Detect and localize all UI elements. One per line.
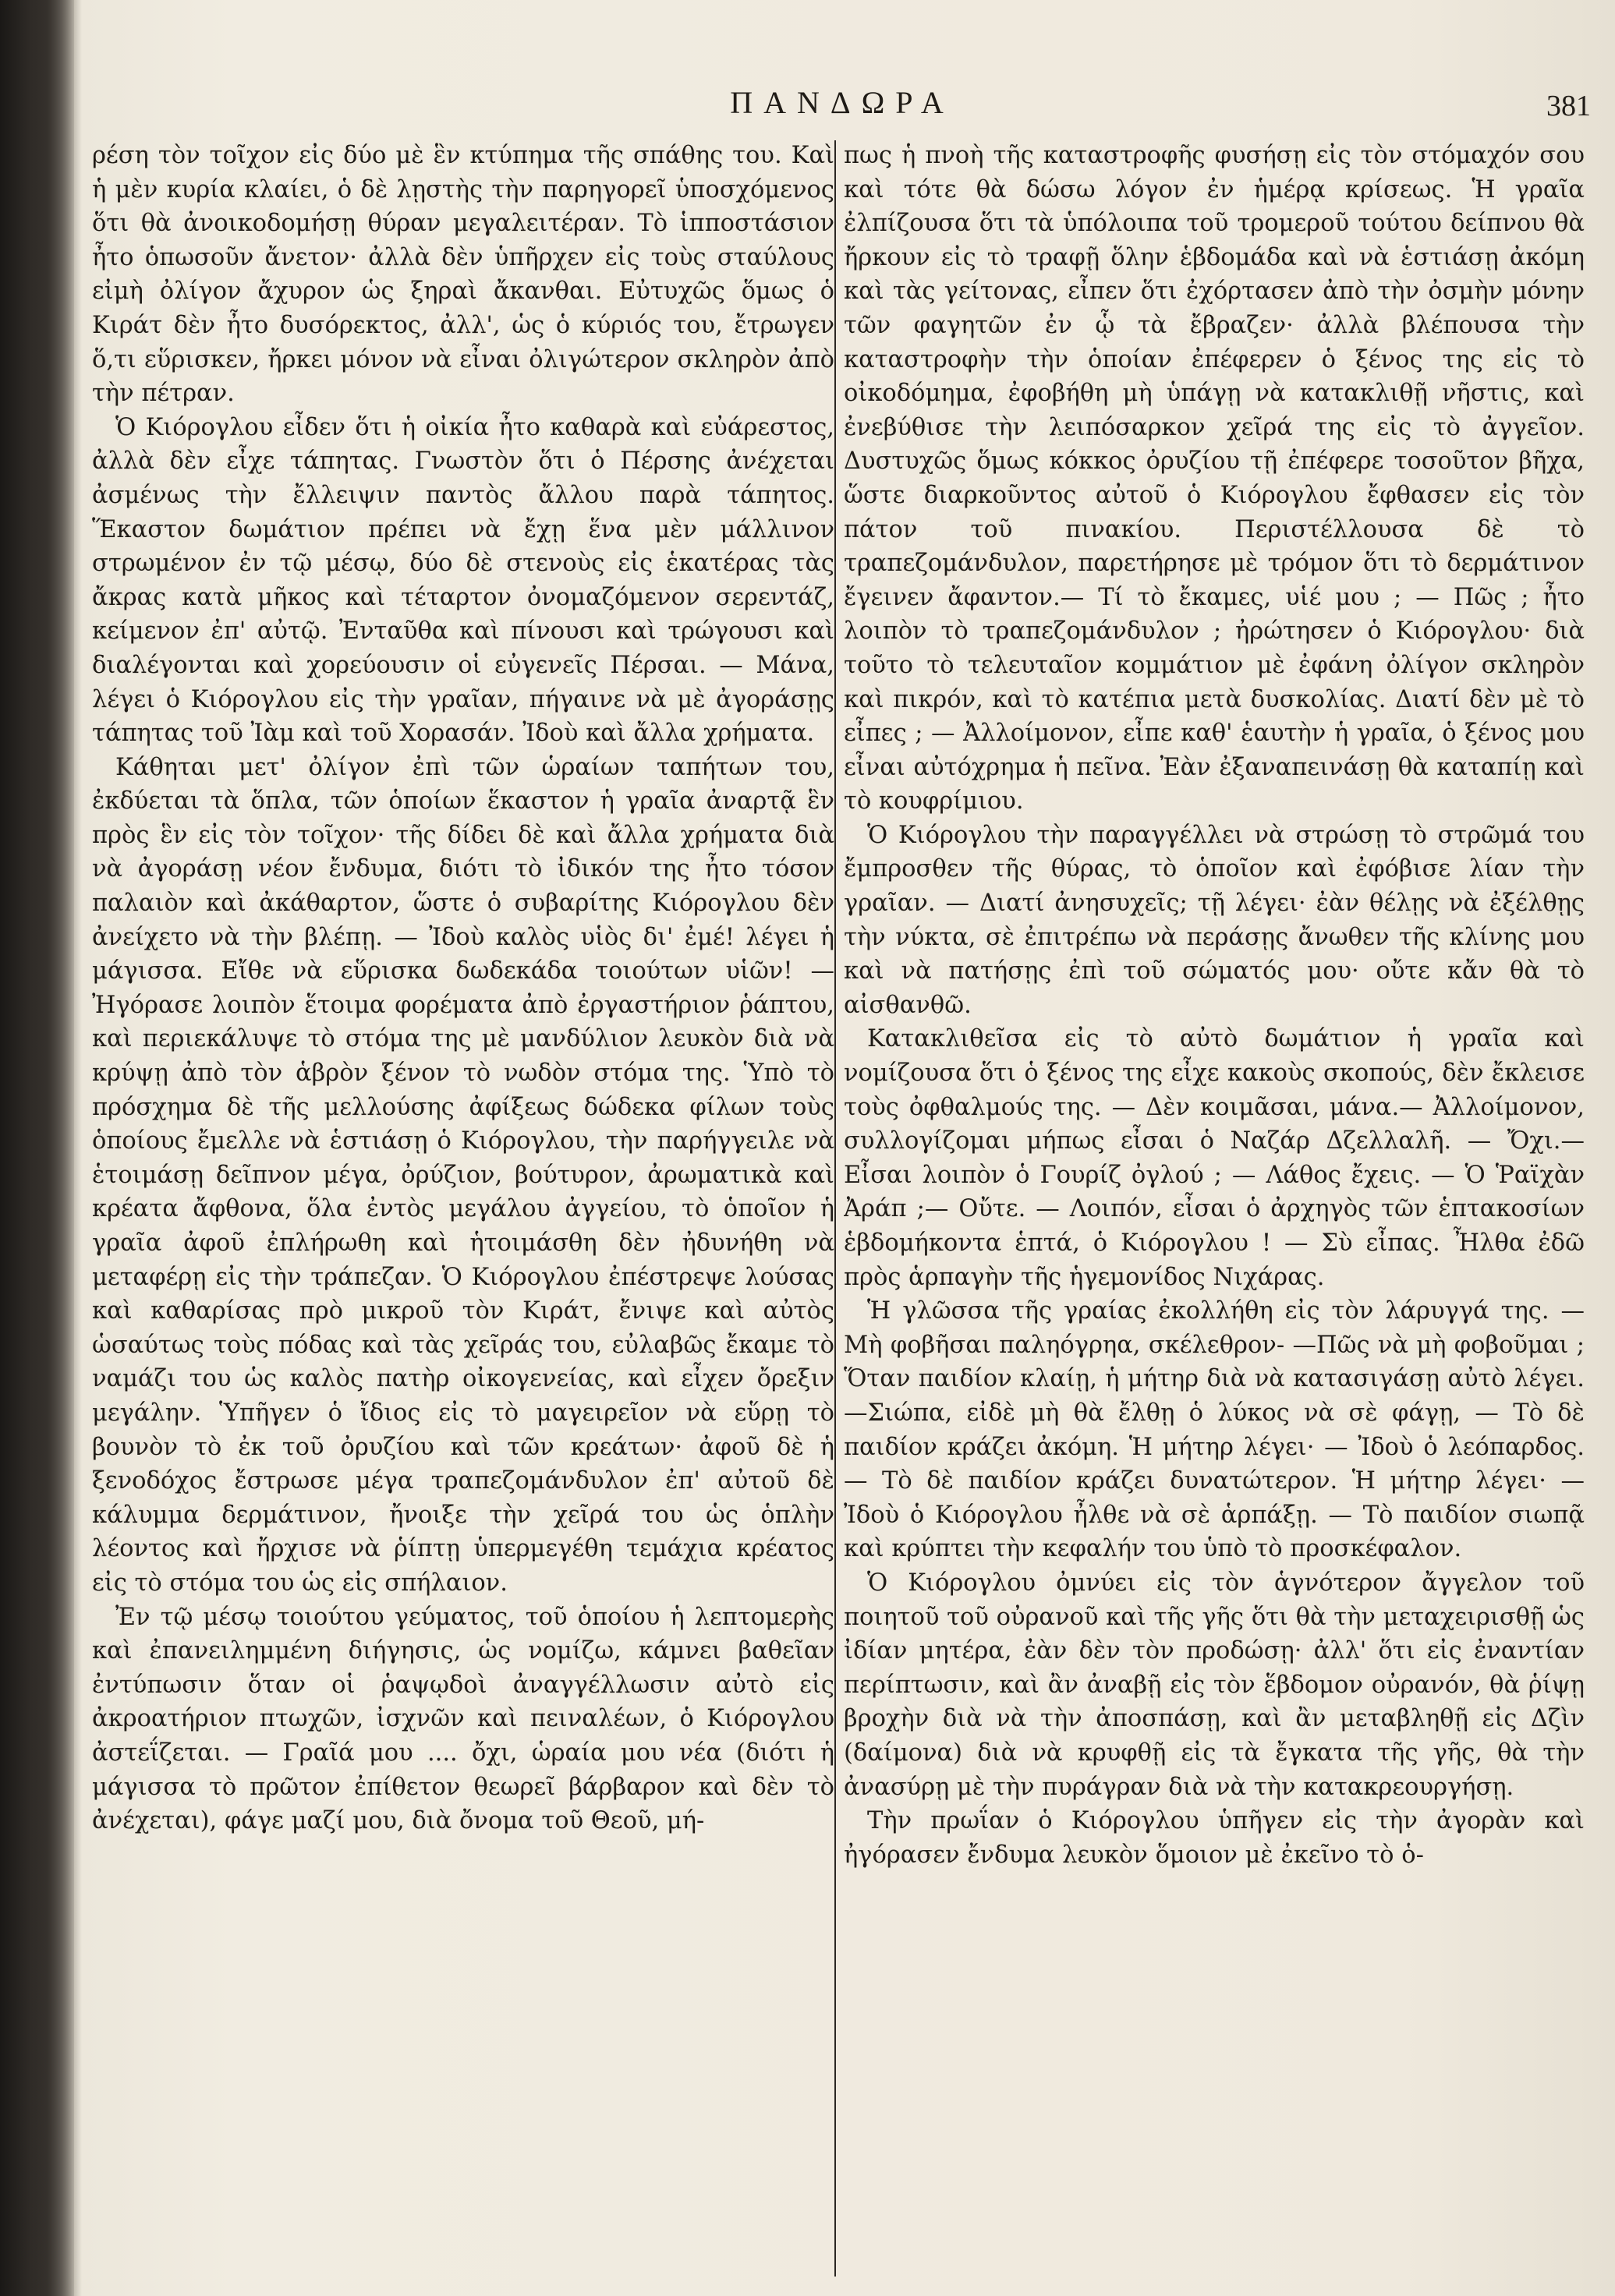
page-number: 381 (1546, 90, 1591, 122)
paragraph: Ὁ Κιόρογλου τὴν παραγγέλλει νὰ στρώσῃ τὸ στρῶμά του ἔμπροσθεν τῆς θύρας, τὸ ὁποῖον καὶ ἐφόβισε λίαν τὴν γραῖαν. — Διατί ἀνησυχεῖς; τῇ λέγει· ἐὰν θέλῃς νὰ ἐξέλθῃς τὴν νύκτα, σὲ ἐπιτρέπω νὰ περάσῃς ἄνωθεν τῆς κλίνης μου καὶ νὰ πατήσῃς ἐπὶ τοῦ σώματός μου· οὔτε κἄν θὰ τὸ αἰσθανθῶ. (844, 821, 1585, 1019)
paragraph: ρέση τὸν τοῖχον εἰς δύο μὲ ἓν κτύπημα τῆς σπάθης του. Καὶ ἡ μὲν κυρία κλαίει, ὁ δὲ λῃστὴς τὴν παρηγορεῖ ὑποσχόμενος ὅτι θὰ ἀνοικοδομήσῃ θύραν μεγαλειτέραν. Τὸ ἱπποστάσιον ἦτο ὁπωσοῦν ἄνετον· ἀλλὰ δὲν ὑπῆρχεν εἰς τοὺς σταύλους εἰμὴ ὀλίγον ἄχυρον ὡς ξηραὶ ἄκανθαι. Εὐτυχῶς ὅμως ὁ Κιράτ δὲν ἦτο δυσόρεκτος, ἀλλ', ὡς ὁ κύριός του, ἔτρωγεν ὅ,τι εὕρισκεν, ἤρκει μόνον νὰ εἶναι ὀλιγώτερον σκληρὸν ἀπὸ τὴν πέτραν. (92, 142, 834, 408)
paragraph: Ἡ γλῶσσα τῆς γραίας ἐκολλήθη εἰς τὸν λάρυγγά της. — Μὴ φοβῆσαι παληόγρηα, σκέλεθρον- —Πῶς νὰ μὴ φοβοῦμαι ; Ὅταν παιδίον κλαίῃ, ἡ μήτηρ διὰ νὰ κατασιγάσῃ αὐτὸ λέγει.—Σιώπα, εἰδὲ μὴ θὰ ἔλθῃ ὁ λύκος νὰ σὲ φάγῃ, — Τὸ δὲ παιδίον κράζει ἀκόμη. Ἡ μήτηρ λέγει· — Ἰδοὺ ὁ λεόπαρδος. — Τὸ δὲ παιδίον κράζει δυνατώτερον. Ἡ μήτηρ λέγει· — Ἰδοὺ ὁ Κιόρογλου ἦλθε νὰ σὲ ἁρπάξῃ. — Τὸ παιδίον σιωπᾷ καὶ κρύπτει τὴν κεφαλήν του ὑπὸ τὸ προσκέφαλον. (844, 1297, 1585, 1563)
paragraph: Κατακλιθεῖσα εἰς τὸ αὐτὸ δωμάτιον ἡ γραῖα καὶ νομίζουσα ὅτι ὁ ξένος της εἶχε κακοὺς σκοπούς, δὲν ἔκλεισε τοὺς ὀφθαλμούς της. — Δὲν κοιμᾶσαι, μάνα.— Ἀλλοίμονον, συλλογίζομαι μήπως εἶσαι ὁ Ναζάρ Δζελλαλῆ. — Ὄχι.—Εἶσαι λοιπὸν ὁ Γουρίζ ὀγλού ; — Λάθος ἔχεις. — Ὁ Ῥαϊχὰν Ἀράπ ;— Οὔτε. — Λοιπόν, εἶσαι ὁ ἀρχηγὸς τῶν ἑπτακοσίων ἑβδομήκοντα ἑπτά, ὁ Κιόρογλου ! — Σὺ εἶπας. Ἦλθα ἐδῶ πρὸς ἁρπαγὴν τῆς ἡγεμονίδος Νιχάρας. (844, 1025, 1585, 1291)
right-column (844, 139, 1585, 2275)
binding-gutter (0, 0, 74, 2296)
paragraph: Ὁ Κιόρογλου εἶδεν ὅτι ἡ οἰκία ἦτο καθαρὰ καὶ εὐάρεστος, ἀλλὰ δὲν εἶχε τάπητας. Γνωστὸν ὅτι ὁ Πέρσης ἀνέχεται ἀσμένως τὴν ἔλλειψιν παντὸς ἄλλου παρὰ τάπητος. Ἕκαστον δωμάτιον πρέπει νὰ ἔχῃ ἕνα μὲν μάλλινον στρωμένον ἐν τῷ μέσῳ, δύο δὲ στενοὺς εἰς ἑκατέρας τὰς ἄκρας κατὰ μῆκος καὶ τέταρτον ὀνομαζόμενον σερεντάζ, κείμενον ἐπ' αὐτῷ. Ἐνταῦθα καὶ πίνουσι καὶ τρώγουσι καὶ διαλέγονται καὶ χορεύουσιν οἱ εὐγενεῖς Πέρσαι. — Μάνα, λέγει ὁ Κιόρογλου εἰς τὴν γραῖαν, πήγαινε νὰ μὲ ἀγοράσῃς τάπητας τοῦ Ἰὰμ καὶ τοῦ Χορασάν. Ἰδοὺ καὶ ἄλλα χρήματα. (92, 413, 834, 748)
running-head (94, 78, 1591, 125)
paragraph: Κάθηται μετ' ὀλίγον ἐπὶ τῶν ὡραίων ταπήτων του, ἐκδύεται τὰ ὅπλα, τῶν ὁποίων ἕκαστον ἡ γραῖα ἀναρτᾷ ἓν πρὸς ἓν εἰς τὸν τοῖχον· τῆς δίδει δὲ καὶ ἄλλα χρήματα διὰ νὰ ἀγοράσῃ νέον ἔνδυμα, διότι τὸ ἰδικόν της ἦτο τόσον παλαιὸν καὶ ἀκάθαρτον, ὥστε ὁ συβαρίτης Κιόρογλου δὲν ἀνείχετο νὰ τὴν βλέπῃ. — Ἰδοὺ καλὸς υἱὸς δι' ἐμέ! λέγει ἡ μάγισσα. Εἴθε νὰ εὕρισκα δωδεκάδα τοιούτων υἱῶν! — Ἠγόρασε λοιπὸν ἕτοιμα φορέματα ἀπὸ ἐργαστήριον ῥάπτου, καὶ περιεκάλυψε τὸ στόμα της μὲ μανδύλιον λευκὸν διὰ νὰ κρύψῃ ἀπὸ τὸν ἁβρὸν ξένον τὸ νωδὸν στόμα της. Ὑπὸ τὸ πρόσχημα δὲ τῆς μελλούσης ἀφίξεως δώδεκα φίλων τοὺς ὁποίους ἔμελλε νὰ ἑστιάσῃ ὁ Κιόρογλου, τὴν παρήγγειλε νὰ ἑτοιμάσῃ δεῖπνον μέγα, ὀρύζιον, βούτυρον, ἀρωματικὰ καὶ κρέατα ἄφθονα, ὅλα ἐντὸς μεγάλου ἀγγείου, τὸ ὁποῖον ἡ γραῖα ἀφοῦ ἐπλήρωθη καὶ ἡτοιμάσθη δὲν ἠδυνήθη νὰ μεταφέρῃ εἰς τὴν τράπεζαν. Ὁ Κιόρογλου ἐπέστρεψε λούσας καὶ καθαρίσας πρὸ μικροῦ τὸν Κιράτ, ἔνιψε καὶ αὐτὸς ὡσαύτως τοὺς πόδας καὶ τὰς χεῖράς του, εὐλαβῶς ἔκαμε τὸ ναμάζι του ὡς καλὸς πατὴρ οἰκογενείας, καὶ εἶχεν ὄρεξιν μεγάλην. Ὑπῆγεν ὁ ἴδιος εἰς τὸ μαγειρεῖον νὰ εὕρῃ τὸ βουνὸν τὸ ἐκ τοῦ ὀρυζίου καὶ τῶν κρεάτων· ἀφοῦ δὲ ἡ ξενοδόχος ἔστρωσε μέγα τραπεζομάνδυλον ἐπ' αὐτοῦ δὲ κάλυμμα δερμάτινον, ἤνοιξε τὴν χεῖρά του ὡς ὁπλὴν λέοντος καὶ ἤρχισε νὰ ῥίπτῃ ὑπερμεγέθη τεμάχια κρέατος εἰς τὸ στόμα του ὡς εἰς σπήλαιον. (92, 753, 834, 1597)
paragraph: Ἐν τῷ μέσῳ τοιούτου γεύματος, τοῦ ὁποίου ἡ λεπτομερὴς καὶ ἐπανειλημμένη διήγησις, ὡς νομίζω, κάμνει βαθεῖαν ἐντύπωσιν ὅταν οἱ ῥαψῳδοὶ ἀναγγέλλωσιν αὐτὸ εἰς ἀκροατήριον πτωχῶν, ἰσχνῶν καὶ πειναλέων, ὁ Κιόρογλου ἀστεΐζεται. — Γραῖά μου .... ὄχι, ὡραία μου νέα (διότι ἡ μάγισσα τὸ πρῶτον ἐπίθετον θεωρεῖ βάρβαρον καὶ δὲν τὸ ἀνέχεται), φάγε μαζί μου, διὰ ὄνομα τοῦ Θεοῦ, μή- (92, 1603, 834, 1835)
column-divider (834, 140, 836, 2277)
left-column (92, 139, 834, 2275)
paragraph: πως ἡ πνοὴ τῆς καταστροφῆς φυσήσῃ εἰς τὸν στόμαχόν σου καὶ τότε θὰ δώσω λόγον ἐν ἡμέρᾳ κρίσεως. Ἡ γραῖα ἐλπίζουσα ὅτι τὰ ὑπόλοιπα τοῦ τρομεροῦ τούτου δείπνου θὰ ἤρκουν εἰς τὸ τραφῇ ὅλην ἑβδομάδα καὶ νὰ ἑστιάσῃ ἀκόμη καὶ τὰς γείτονας, εἶπεν ὅτι ἐχόρτασεν ἀπὸ τὴν ὀσμὴν μόνην τῶν φαγητῶν ἐν ᾧ τὰ ἔβραζεν· ἀλλὰ βλέπουσα τὴν καταστροφὴν τὴν ὁποίαν ἐπέφερεν ὁ ξένος της εἰς τὸ οἰκοδόμημα, ἐφοβήθη μὴ ὑπάγῃ νὰ κατακλιθῇ νῆστις, καὶ ἐνεβύθισε τὴν λειπόσαρκον χεῖρά της εἰς τὸ ἀγγεῖον. Δυστυχῶς ὅμως κόκκος ὀρυζίου τῇ ἐπέφερε τοσοῦτον βῆχα, ὥστε διαρκοῦντος αὐτοῦ ὁ Κιόρογλου ἔφθασεν εἰς τὸν πάτον τοῦ πινακίου. Περιστέλλουσα δὲ τὸ τραπεζομάνδυλον, παρετήρησε μὲ τρόμον ὅτι τὸ δερμάτινον ἔγεινεν ἄφαντον.— Τί τὸ ἔκαμες, υἱέ μου ; — Πῶς ; ἦτο λοιπὸν τὸ τραπεζομάνδυλον ; ἠρώτησεν ὁ Κιόρογλου· διὰ τοῦτο τὸ τελευταῖον κομμάτιον μὲ ἐφάνη ὀλίγον σκληρὸν καὶ πικρόν, καὶ τὸ κατέπια μετὰ δυσκολίας. Διατί δὲν μὲ τὸ εἶπες ; — Ἀλλοίμονον, εἶπε καθ' ἑαυτὴν ἡ γραῖα, ὁ ξένος μου εἶναι αὐτόχρημα ἡ πεῖνα. Ἐὰν ἐξαναπεινάσῃ θὰ καταπίῃ καὶ τὸ κουφρίμιου. (844, 142, 1585, 815)
paragraph: Τὴν πρωΐαν ὁ Κιόρογλου ὑπῆγεν εἰς τὴν ἀγορὰν καὶ ἠγόρασεν ἔνδυμα λευκὸν ὅμοιον μὲ ἐκεῖνο τὸ ὁ- (844, 1807, 1585, 1869)
paragraph: Ὁ Κιόρογλου ὀμνύει εἰς τὸν ἁγνότερον ἄγγελον τοῦ ποιητοῦ τοῦ οὐρανοῦ καὶ τῆς γῆς ὅτι θὰ τὴν μεταχειρισθῇ ὡς ἰδίαν μητέρα, ἐὰν δὲν τὸν προδώσῃ· ἀλλ' ὅτι εἰς ἐναντίαν περίπτωσιν, καὶ ἂν ἀναβῇ εἰς τὸν ἕβδομον οὐρανόν, θὰ ῥίψῃ βροχὴν διὰ νὰ τὴν ἀποσπάσῃ, καὶ ἂν μεταβληθῇ εἰς Δζὶν (δαίμονα) διὰ νὰ κρυφθῇ εἰς τὰ ἔγκατα τῆς γῆς, θὰ τὴν ἀνασύρῃ μὲ τὴν πυράγραν διὰ νὰ τὴν κατακρεουργήσῃ. (844, 1569, 1585, 1801)
journal-title: ΠΑΝΔΩΡΑ (730, 85, 954, 120)
